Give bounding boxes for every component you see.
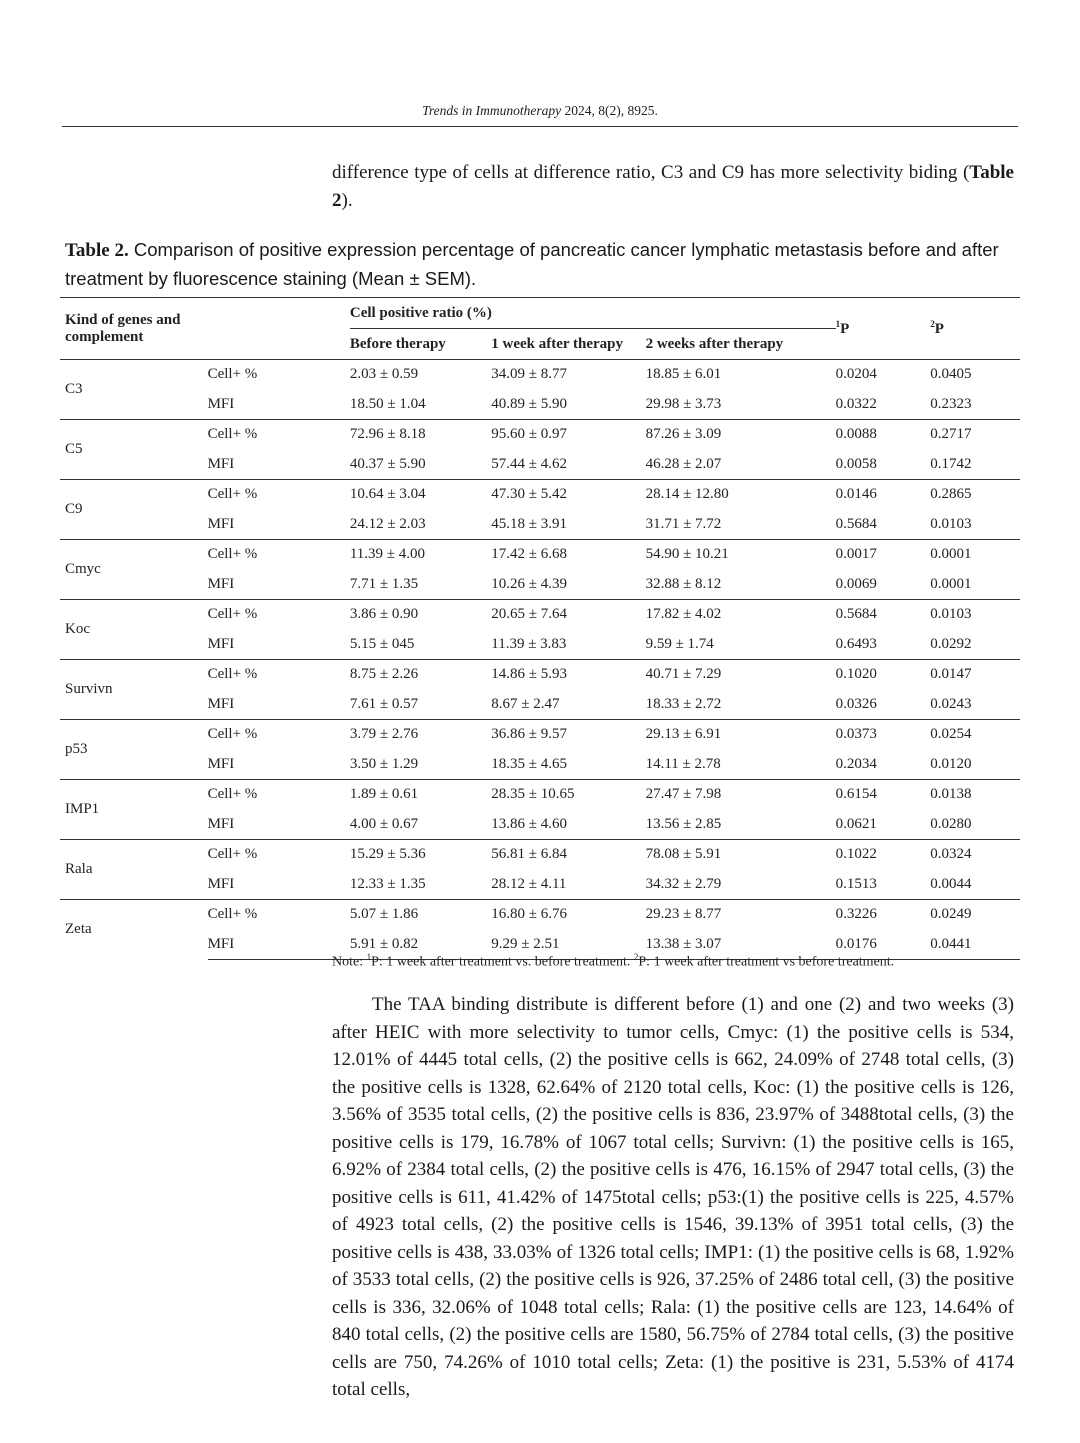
gene-name: Zeta [60, 900, 208, 960]
week1-value: 20.65 ± 7.64 [491, 600, 645, 630]
measure: MFI [207, 515, 235, 532]
p2-value: 0.2865 [930, 480, 1020, 510]
body-paragraph [332, 991, 1014, 1404]
before-value: 10.64 ± 3.04 [350, 480, 491, 510]
table-ref-link[interactable]: Table 2 [332, 162, 1014, 211]
p2-value: 0.2717 [930, 420, 1020, 450]
p1-value: 0.6493 [835, 635, 877, 652]
week1-value: 28.12 ± 4.11 [491, 875, 567, 892]
col-header-p1: $^1$P [836, 298, 931, 360]
col-header-group: Cell positive ratio (%) [350, 298, 836, 329]
p1-value: 0.0621 [835, 815, 877, 832]
p2-value: 0.0147 [930, 660, 1020, 690]
before-value: 7.61 ± 0.57 [349, 695, 419, 712]
week2-value: 18.33 ± 2.72 [645, 695, 722, 712]
table-row [60, 540, 1020, 570]
before-value: 15.29 ± 5.36 [350, 840, 491, 870]
week2-value: 17.82 ± 4.02 [646, 600, 836, 630]
week2-value: 13.56 ± 2.85 [645, 815, 722, 832]
before-value: 5.15 ± 045 [349, 635, 415, 652]
p2-value: 0.0001 [930, 575, 972, 592]
intro-paragraph [332, 159, 1014, 214]
week2-value: 32.88 ± 8.12 [645, 575, 722, 592]
week1-value: 16.80 ± 6.76 [491, 900, 645, 930]
gene-name: C9 [60, 480, 208, 540]
table-row [60, 900, 1020, 930]
results-table [60, 297, 1020, 960]
week1-value: 9.29 ± 2.51 [491, 930, 645, 960]
before-value: 40.37 ± 5.90 [349, 455, 426, 472]
before-value: 5.07 ± 1.86 [350, 900, 491, 930]
before-value: 2.03 ± 0.59 [350, 360, 491, 390]
before-value: 7.71 ± 1.35 [349, 575, 419, 592]
p1-value: 0.6154 [836, 780, 931, 810]
week2-value: 29.13 ± 6.91 [646, 720, 836, 750]
week1-value: 8.67 ± 2.47 [491, 695, 560, 712]
journal-name: Trends in Immunotherapy [422, 103, 562, 118]
gene-name: Survivn [60, 660, 208, 720]
running-head [0, 103, 1080, 119]
week1-value: 11.39 ± 3.83 [491, 635, 567, 652]
table-row [60, 360, 1020, 390]
p2-value: 0.0103 [930, 515, 972, 532]
before-value: 72.96 ± 8.18 [350, 420, 491, 450]
p2-value: 0.0441 [930, 930, 1020, 960]
table-row [60, 480, 1020, 510]
week2-value: 13.38 ± 3.07 [646, 930, 836, 960]
week1-value: 47.30 ± 5.42 [491, 480, 645, 510]
before-value: 18.50 ± 1.04 [349, 395, 426, 412]
measure: Cell+ % [208, 420, 350, 450]
week2-value: 29.23 ± 8.77 [646, 900, 836, 930]
week2-value: 40.71 ± 7.29 [646, 660, 836, 690]
measure: Cell+ % [208, 360, 350, 390]
p1-value: 0.0088 [836, 420, 931, 450]
before-value: 1.89 ± 0.61 [350, 780, 491, 810]
p1-value: 0.5684 [835, 515, 877, 532]
week1-value: 18.35 ± 4.65 [491, 755, 567, 772]
p2-value: 0.0103 [930, 600, 1020, 630]
week1-value: 36.86 ± 9.57 [491, 720, 645, 750]
p1-value: 0.0204 [836, 360, 931, 390]
measure: MFI [207, 575, 235, 592]
before-value: 11.39 ± 4.00 [350, 540, 491, 570]
gene-name: Rala [60, 840, 208, 900]
week1-value: 56.81 ± 6.84 [491, 840, 645, 870]
measure: MFI [207, 695, 235, 712]
p2-value: 0.0243 [930, 695, 972, 712]
p1-value: 0.0373 [836, 720, 931, 750]
week2-value: 54.90 ± 10.21 [646, 540, 836, 570]
measure: Cell+ % [208, 600, 350, 630]
gene-name: p53 [60, 720, 208, 780]
week1-value: 45.18 ± 3.91 [491, 515, 567, 532]
p1-value: 0.0058 [835, 455, 877, 472]
measure: Cell+ % [208, 660, 350, 690]
intro-text: difference type of cells at difference ratio, C3 and C9 has more selectivity biding ( [332, 162, 970, 183]
p1-value: 0.3226 [836, 900, 931, 930]
week2-value: 29.98 ± 3.73 [645, 395, 722, 412]
gene-name: C3 [60, 360, 208, 420]
week1-value: 95.60 ± 0.97 [491, 420, 645, 450]
measure: MFI [207, 755, 235, 772]
p2-value: 0.0044 [930, 875, 972, 892]
table-note: Note: $^1$P: 1 week after treatment vs. before treatment. $^2$P: 1 week after treatment vs before treatment. [332, 952, 895, 970]
week1-value: 14.86 ± 5.93 [491, 660, 645, 690]
p1-value: 0.0176 [836, 930, 931, 960]
measure: Cell+ % [208, 720, 350, 750]
measure: MFI [207, 635, 235, 652]
week2-value: 34.32 ± 2.79 [645, 875, 722, 892]
before-value: 3.50 ± 1.29 [349, 755, 419, 772]
caption-text: Comparison of positive expression percentage of pancreatic cancer lymphatic metastasis before and after treatment by fluorescence staining (Mean ± SEM). [65, 239, 999, 289]
week1-value: 13.86 ± 4.60 [491, 815, 567, 832]
header-rule [62, 126, 1018, 127]
measure: MFI [208, 930, 350, 960]
p1-value: 0.1022 [836, 840, 931, 870]
table-row [60, 780, 1020, 810]
p2-value: 0.0254 [930, 720, 1020, 750]
week2-value: 9.59 ± 1.74 [645, 635, 714, 652]
week2-value: 28.14 ± 12.80 [646, 480, 836, 510]
p1-value: 0.2034 [835, 755, 877, 772]
measure: MFI [207, 875, 235, 892]
gene-name: Cmyc [60, 540, 208, 600]
p2-value: 0.0324 [930, 840, 1020, 870]
p1-value: 0.1513 [835, 875, 877, 892]
p1-value: 0.0069 [835, 575, 877, 592]
week2-value: 87.26 ± 3.09 [646, 420, 836, 450]
table-row [60, 840, 1020, 870]
p2-value: 0.2323 [930, 395, 972, 412]
p1-value: 0.0326 [835, 695, 877, 712]
measure: MFI [207, 455, 235, 472]
measure: Cell+ % [208, 780, 350, 810]
col-header-kind: Kind of genes and complement [60, 298, 208, 360]
col-header-1week: 1 week after therapy [491, 335, 624, 352]
measure: Cell+ % [208, 840, 350, 870]
p2-value: 0.0280 [930, 815, 972, 832]
p2-value: 0.1742 [930, 455, 972, 472]
measure: Cell+ % [208, 480, 350, 510]
before-value: 5.91 ± 0.82 [350, 930, 491, 960]
p1-value: 0.5684 [836, 600, 931, 630]
week2-value: 18.85 ± 6.01 [646, 360, 836, 390]
measure: MFI [207, 815, 235, 832]
measure: Cell+ % [208, 540, 350, 570]
week1-value: 34.09 ± 8.77 [491, 360, 645, 390]
week1-value: 57.44 ± 4.62 [491, 455, 567, 472]
gene-name: Koc [60, 600, 208, 660]
before-value: 8.75 ± 2.26 [350, 660, 491, 690]
week1-value: 17.42 ± 6.68 [491, 540, 645, 570]
week1-value: 28.35 ± 10.65 [491, 780, 645, 810]
week2-value: 78.08 ± 5.91 [646, 840, 836, 870]
week2-value: 27.47 ± 7.98 [646, 780, 836, 810]
week2-value: 46.28 ± 2.07 [645, 455, 722, 472]
intro-end: ). [341, 189, 353, 211]
week2-value: 31.71 ± 7.72 [645, 515, 722, 532]
citation: 2024, 8(2), 8925. [564, 103, 658, 118]
table-row [60, 420, 1020, 450]
gene-name: IMP1 [60, 780, 208, 840]
before-value: 24.12 ± 2.03 [349, 515, 426, 532]
table-row [60, 660, 1020, 690]
body-text: The TAA binding distribute is different before (1) and one (2) and two weeks (3) after HEIC with more selectivity to tumor cells, Cmyc: (1) the positive cells is 534, 12.01% of 4445 total cells, (2) the positive cells is 662, 24.09% of 2748 total cells, (3) the positive cells is 1328, 62.64% of 2120 total cells, Koc: (1) the positive cells is 126, 3.56% of 3535 total cells, (2) the positive cells is 836, 23.97% of 3488total cells, (3) the positive cells is 179, 16.78% of 1067 total cells; Survivn: (1) the positive cells is 165, 6.92% of 2384 total cells, (2) the positive cells is 476, 16.15% of 2947 total cells, (3) the positive cells is 611, 41.42% of 1475total cells; p53:(1) the positive cells is 225, 4.57% of 4923 total cells, (2) the positive cells is 1546, 39.13% of 3951 total cells, (3) the positive cells is 438, 33.03% of 1326 total cells; IMP1: (1) the positive cells is 68, 1.92% of 3533 total cells, (2) the positive cells is 926, 37.25% of 2486 total cell, (3) the positive cells is 336, 32.06% of 1048 total cells; Rala: (1) the positive cells are 123, 14.64% of 840 total cells, (2) the positive cells are 1580, 56.75% of 2784 total cells, (3) the positive cells are 750, 74.26% of 1010 total cells; Zeta: (1) the positive is 231, 5.53% of 4174 total cells, [332, 994, 1014, 1400]
week1-value: 40.89 ± 5.90 [491, 395, 567, 412]
p2-value: 0.0120 [930, 755, 972, 772]
table-row [60, 600, 1020, 630]
p2-value: 0.0249 [930, 900, 1020, 930]
table-caption [65, 236, 1015, 293]
measure: MFI [207, 395, 235, 412]
before-value: 12.33 ± 1.35 [349, 875, 426, 892]
before-value: 3.86 ± 0.90 [350, 600, 491, 630]
col-header-before: Before therapy [349, 335, 446, 352]
p1-value: 0.0322 [835, 395, 877, 412]
before-value: 4.00 ± 0.67 [349, 815, 419, 832]
table-row [60, 720, 1020, 750]
week1-value: 10.26 ± 4.39 [491, 575, 567, 592]
gene-name: C5 [60, 420, 208, 480]
col-header-p2: $^2$P [930, 298, 1020, 360]
p2-value: 0.0001 [930, 540, 1020, 570]
measure: Cell+ % [208, 900, 350, 930]
p1-value: 0.1020 [836, 660, 931, 690]
p1-value: 0.0017 [836, 540, 931, 570]
caption-label: Table 2. [65, 240, 129, 261]
week2-value: 14.11 ± 2.78 [645, 755, 721, 772]
p1-value: 0.0146 [836, 480, 931, 510]
p2-value: 0.0405 [930, 360, 1020, 390]
p2-value: 0.0138 [930, 780, 1020, 810]
before-value: 3.79 ± 2.76 [350, 720, 491, 750]
col-header-2weeks: 2 weeks after therapy [645, 335, 784, 352]
p2-value: 0.0292 [930, 635, 972, 652]
